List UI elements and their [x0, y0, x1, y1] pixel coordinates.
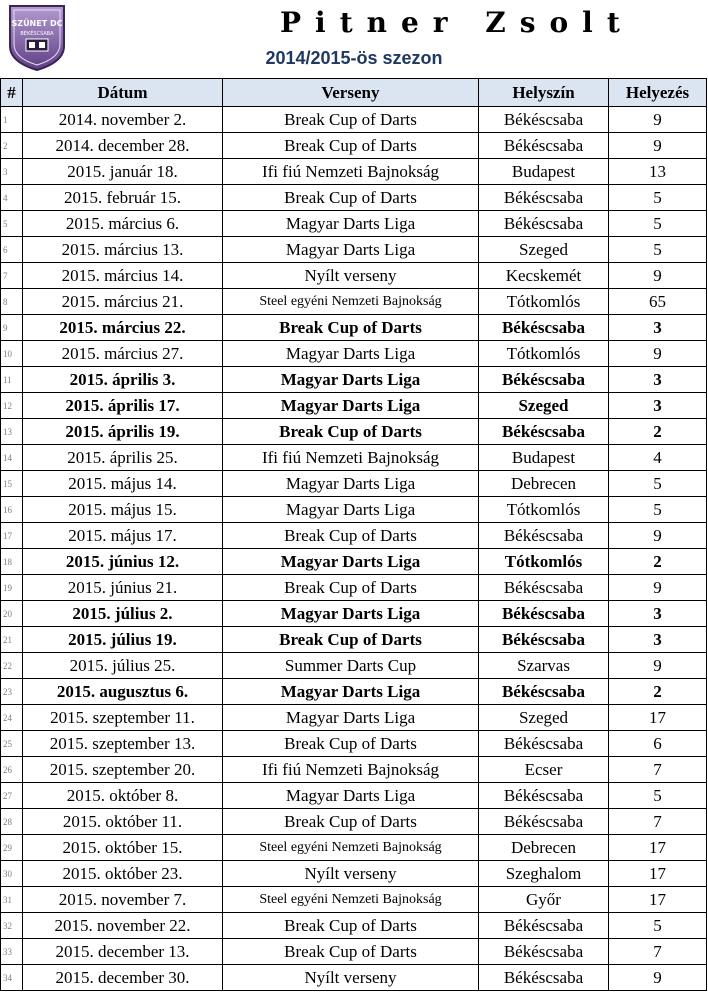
date-cell: 2015. szeptember 11. [23, 705, 223, 731]
venue-cell: Szeged [479, 393, 609, 419]
placement-cell: 5 [609, 185, 707, 211]
row-number: 15 [1, 471, 23, 497]
event-cell: Ifi fiú Nemzeti Bajnokság [223, 757, 479, 783]
table-row [1, 549, 707, 575]
row-number: 12 [1, 393, 23, 419]
venue-cell: Szeghalom [479, 861, 609, 887]
venue-cell: Békéscsaba [479, 419, 609, 445]
event-cell: Break Cup of Darts [223, 731, 479, 757]
date-cell: 2015. április 17. [23, 393, 223, 419]
venue-cell: Tótkomlós [479, 341, 609, 367]
row-number: 33 [1, 939, 23, 965]
date-cell: 2014. december 28. [23, 133, 223, 159]
column-header-index: # [1, 79, 23, 107]
venue-cell: Békéscsaba [479, 627, 609, 653]
event-cell: Magyar Darts Liga [223, 705, 479, 731]
venue-cell: Szeged [479, 705, 609, 731]
table-row [1, 497, 707, 523]
event-cell: Magyar Darts Liga [223, 549, 479, 575]
table-header-row [1, 79, 707, 107]
date-cell: 2015. december 30. [23, 965, 223, 991]
row-number: 13 [1, 419, 23, 445]
venue-cell: Békéscsaba [479, 107, 609, 133]
venue-cell: Debrecen [479, 835, 609, 861]
placement-cell: 65 [609, 289, 707, 315]
event-cell: Magyar Darts Liga [223, 367, 479, 393]
event-cell: Ifi fiú Nemzeti Bajnokság [223, 159, 479, 185]
event-cell: Break Cup of Darts [223, 627, 479, 653]
placement-cell: 3 [609, 627, 707, 653]
venue-cell: Békéscsaba [479, 367, 609, 393]
placement-cell: 17 [609, 705, 707, 731]
date-cell: 2015. május 17. [23, 523, 223, 549]
table-row [1, 211, 707, 237]
event-cell: Break Cup of Darts [223, 939, 479, 965]
venue-cell: Kecskemét [479, 263, 609, 289]
table-row [1, 887, 707, 913]
placement-cell: 2 [609, 679, 707, 705]
date-cell: 2015. július 25. [23, 653, 223, 679]
date-cell: 2015. március 21. [23, 289, 223, 315]
date-cell: 2015. szeptember 20. [23, 757, 223, 783]
table-row [1, 393, 707, 419]
venue-cell: Budapest [479, 445, 609, 471]
table-row [1, 445, 707, 471]
placement-cell: 3 [609, 367, 707, 393]
table-row [1, 861, 707, 887]
placement-cell: 9 [609, 653, 707, 679]
row-number: 28 [1, 809, 23, 835]
date-cell: 2015. március 13. [23, 237, 223, 263]
date-cell: 2015. június 12. [23, 549, 223, 575]
event-cell: Magyar Darts Liga [223, 237, 479, 263]
table-row [1, 809, 707, 835]
row-number: 27 [1, 783, 23, 809]
column-header-placement: Helyezés [609, 79, 707, 107]
event-cell: Magyar Darts Liga [223, 471, 479, 497]
placement-cell: 7 [609, 939, 707, 965]
row-number: 5 [1, 211, 23, 237]
row-number: 11 [1, 367, 23, 393]
row-number: 10 [1, 341, 23, 367]
event-cell: Nyílt verseny [223, 263, 479, 289]
date-cell: 2015. október 8. [23, 783, 223, 809]
date-cell: 2015. április 25. [23, 445, 223, 471]
placement-cell: 3 [609, 315, 707, 341]
row-number: 20 [1, 601, 23, 627]
event-cell: Magyar Darts Liga [223, 341, 479, 367]
event-cell: Ifi fiú Nemzeti Bajnokság [223, 445, 479, 471]
row-number: 23 [1, 679, 23, 705]
placement-cell: 7 [609, 757, 707, 783]
placement-cell: 5 [609, 783, 707, 809]
placement-cell: 5 [609, 211, 707, 237]
venue-cell: Békéscsaba [479, 575, 609, 601]
event-cell: Magyar Darts Liga [223, 393, 479, 419]
event-cell: Break Cup of Darts [223, 523, 479, 549]
event-cell: Break Cup of Darts [223, 185, 479, 211]
placement-cell: 17 [609, 835, 707, 861]
table-row [1, 315, 707, 341]
row-number: 1 [1, 107, 23, 133]
venue-cell: Budapest [479, 159, 609, 185]
column-header-event: Verseny [223, 79, 479, 107]
date-cell: 2015. július 19. [23, 627, 223, 653]
table-row [1, 419, 707, 445]
event-cell: Break Cup of Darts [223, 315, 479, 341]
event-cell: Steel egyéni Nemzeti Bajnokság [223, 887, 479, 913]
date-cell: 2015. március 14. [23, 263, 223, 289]
date-cell: 2015. március 27. [23, 341, 223, 367]
placement-cell: 7 [609, 809, 707, 835]
placement-cell: 17 [609, 861, 707, 887]
svg-text:SZÜNET DC: SZÜNET DC [11, 19, 63, 28]
event-cell: Summer Darts Cup [223, 653, 479, 679]
table-row [1, 783, 707, 809]
table-row [1, 965, 707, 991]
venue-cell: Békéscsaba [479, 185, 609, 211]
row-number: 30 [1, 861, 23, 887]
row-number: 25 [1, 731, 23, 757]
table-row [1, 601, 707, 627]
table-row [1, 471, 707, 497]
venue-cell: Békéscsaba [479, 679, 609, 705]
table-row [1, 289, 707, 315]
table-row [1, 159, 707, 185]
venue-cell: Békéscsaba [479, 211, 609, 237]
placement-cell: 9 [609, 107, 707, 133]
venue-cell: Békéscsaba [479, 731, 609, 757]
row-number: 22 [1, 653, 23, 679]
placement-cell: 6 [609, 731, 707, 757]
placement-cell: 9 [609, 263, 707, 289]
row-number: 2 [1, 133, 23, 159]
column-header-date: Dátum [23, 79, 223, 107]
event-cell: Break Cup of Darts [223, 575, 479, 601]
venue-cell: Szarvas [479, 653, 609, 679]
event-cell: Nyílt verseny [223, 965, 479, 991]
event-cell: Magyar Darts Liga [223, 679, 479, 705]
venue-cell: Ecser [479, 757, 609, 783]
date-cell: 2015. december 13. [23, 939, 223, 965]
row-number: 3 [1, 159, 23, 185]
table-row [1, 367, 707, 393]
venue-cell: Tótkomlós [479, 549, 609, 575]
event-cell: Break Cup of Darts [223, 107, 479, 133]
table-row [1, 757, 707, 783]
venue-cell: Békéscsaba [479, 315, 609, 341]
date-cell: 2015. május 14. [23, 471, 223, 497]
table-row [1, 653, 707, 679]
event-cell: Magyar Darts Liga [223, 211, 479, 237]
event-cell: Steel egyéni Nemzeti Bajnokság [223, 289, 479, 315]
event-cell: Nyílt verseny [223, 861, 479, 887]
placement-cell: 13 [609, 159, 707, 185]
placement-cell: 5 [609, 237, 707, 263]
table-row [1, 705, 707, 731]
row-number: 18 [1, 549, 23, 575]
placement-cell: 5 [609, 913, 707, 939]
event-cell: Break Cup of Darts [223, 809, 479, 835]
venue-cell: Szeged [479, 237, 609, 263]
venue-cell: Tótkomlós [479, 289, 609, 315]
placement-cell: 9 [609, 575, 707, 601]
venue-cell: Békéscsaba [479, 939, 609, 965]
event-cell: Magyar Darts Liga [223, 497, 479, 523]
date-cell: 2015. március 22. [23, 315, 223, 341]
table-row [1, 341, 707, 367]
column-header-venue: Helyszín [479, 79, 609, 107]
placement-cell: 2 [609, 419, 707, 445]
placement-cell: 9 [609, 133, 707, 159]
venue-cell: Békéscsaba [479, 783, 609, 809]
placement-cell: 3 [609, 601, 707, 627]
event-cell: Steel egyéni Nemzeti Bajnokság [223, 835, 479, 861]
table-row [1, 679, 707, 705]
placement-cell: 4 [609, 445, 707, 471]
table-row [1, 939, 707, 965]
row-number: 31 [1, 887, 23, 913]
results-table [0, 78, 707, 991]
row-number: 6 [1, 237, 23, 263]
row-number: 8 [1, 289, 23, 315]
date-cell: 2015. április 3. [23, 367, 223, 393]
table-row [1, 237, 707, 263]
date-cell: 2015. február 15. [23, 185, 223, 211]
date-cell: 2014. november 2. [23, 107, 223, 133]
date-cell: 2015. március 6. [23, 211, 223, 237]
venue-cell: Debrecen [479, 471, 609, 497]
venue-cell: Békéscsaba [479, 523, 609, 549]
event-cell: Break Cup of Darts [223, 913, 479, 939]
row-number: 32 [1, 913, 23, 939]
row-number: 14 [1, 445, 23, 471]
table-row [1, 185, 707, 211]
table-row [1, 627, 707, 653]
date-cell: 2015. október 11. [23, 809, 223, 835]
event-cell: Break Cup of Darts [223, 419, 479, 445]
table-row [1, 133, 707, 159]
placement-cell: 17 [609, 887, 707, 913]
placement-cell: 9 [609, 341, 707, 367]
row-number: 9 [1, 315, 23, 341]
date-cell: 2015. június 21. [23, 575, 223, 601]
date-cell: 2015. augusztus 6. [23, 679, 223, 705]
row-number: 4 [1, 185, 23, 211]
venue-cell: Békéscsaba [479, 601, 609, 627]
row-number: 26 [1, 757, 23, 783]
date-cell: 2015. október 15. [23, 835, 223, 861]
venue-cell: Békéscsaba [479, 965, 609, 991]
event-cell: Magyar Darts Liga [223, 601, 479, 627]
date-cell: 2015. július 2. [23, 601, 223, 627]
venue-cell: Békéscsaba [479, 809, 609, 835]
placement-cell: 5 [609, 497, 707, 523]
venue-cell: Tótkomlós [479, 497, 609, 523]
date-cell: 2015. szeptember 13. [23, 731, 223, 757]
event-cell: Break Cup of Darts [223, 133, 479, 159]
page-header [0, 0, 708, 78]
venue-cell: Békéscsaba [479, 913, 609, 939]
row-number: 16 [1, 497, 23, 523]
placement-cell: 9 [609, 523, 707, 549]
table-row [1, 263, 707, 289]
placement-cell: 9 [609, 965, 707, 991]
table-row [1, 913, 707, 939]
table-row [1, 835, 707, 861]
date-cell: 2015. október 23. [23, 861, 223, 887]
table-row [1, 107, 707, 133]
date-cell: 2015. május 15. [23, 497, 223, 523]
date-cell: 2015. január 18. [23, 159, 223, 185]
season-subtitle: 2014/2015-ös szezon [265, 48, 443, 68]
date-cell: 2015. november 7. [23, 887, 223, 913]
row-number: 24 [1, 705, 23, 731]
row-number: 29 [1, 835, 23, 861]
table-row [1, 523, 707, 549]
venue-cell: Győr [479, 887, 609, 913]
date-cell: 2015. november 22. [23, 913, 223, 939]
venue-cell: Békéscsaba [479, 133, 609, 159]
page-title: Pitner Zsolt [280, 6, 634, 39]
date-cell: 2015. április 19. [23, 419, 223, 445]
placement-cell: 5 [609, 471, 707, 497]
row-number: 34 [1, 965, 23, 991]
row-number: 21 [1, 627, 23, 653]
table-row [1, 575, 707, 601]
row-number: 7 [1, 263, 23, 289]
table-row [1, 731, 707, 757]
row-number: 17 [1, 523, 23, 549]
row-number: 19 [1, 575, 23, 601]
placement-cell: 2 [609, 549, 707, 575]
placement-cell: 3 [609, 393, 707, 419]
event-cell: Magyar Darts Liga [223, 783, 479, 809]
svg-text:BÉKÉSCSABA: BÉKÉSCSABA [20, 31, 54, 37]
